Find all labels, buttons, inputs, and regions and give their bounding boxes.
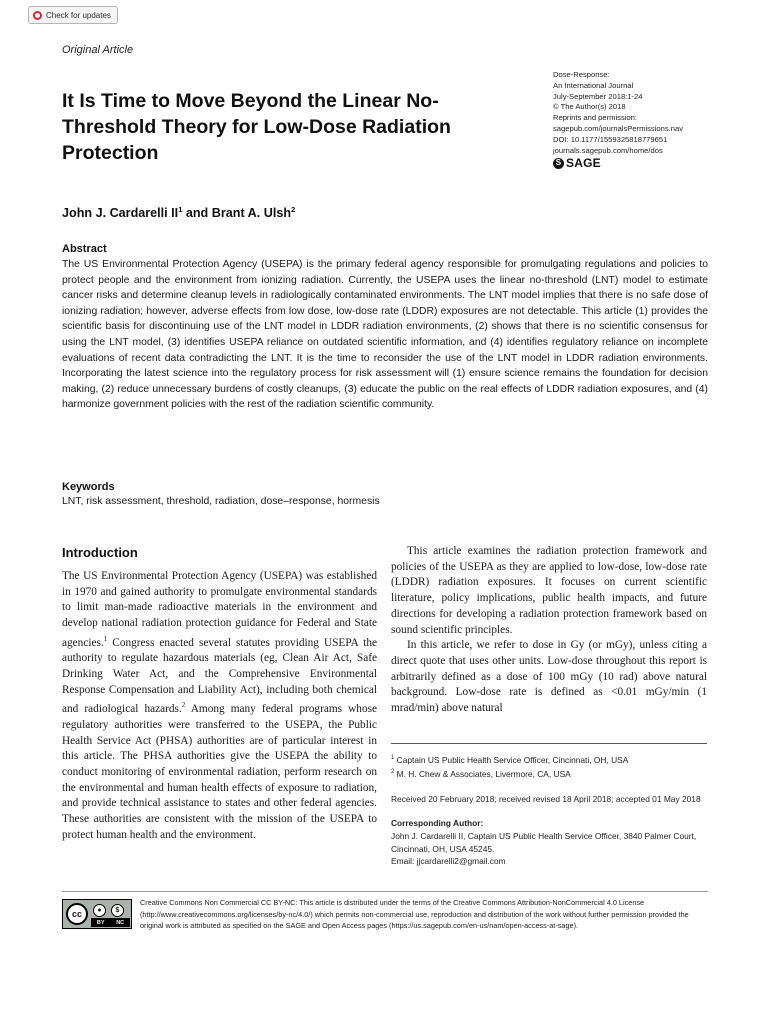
journal-info-line: July-September 2018:1-24 bbox=[553, 91, 643, 101]
article-title: It Is Time to Move Beyond the Linear No-Threshold Theory for Low-Dose Radiation Protection bbox=[62, 90, 451, 164]
affiliation-footnote bbox=[391, 766, 707, 780]
journal-info-line: Dose-Response: bbox=[553, 70, 610, 79]
journal-info-line: © The Author(s) 2018 bbox=[553, 102, 626, 112]
journal-info-line: Reprints and permission: bbox=[553, 113, 637, 123]
received-dates: Received 20 February 2018; received revised 18 April 2018; accepted 01 May 2018 bbox=[391, 793, 701, 804]
journal-info bbox=[553, 70, 753, 169]
footnote-divider bbox=[391, 743, 707, 744]
body-text: Among many federal programs whose regulatory authorities were transferred to the USEPA, the Public Health Service Act (PHSA) authorities are of particular interest in this article. The PHSA authorities give the USEPA the ability to conduct monitoring of environmental radiation, perform research on the environmental and human health effects of exposure to radiation, and provide technical assistance to states and other federal agencies. These authorities are consistent with the mission of the USEPA to protect human health and the environment. bbox=[62, 703, 378, 841]
affiliation-footnote bbox=[391, 752, 707, 766]
affiliation-marker: 2 bbox=[291, 205, 296, 214]
author-conjunction: and bbox=[182, 206, 212, 221]
journal-info-line: An International Journal bbox=[553, 80, 634, 90]
check-for-updates-button[interactable] bbox=[28, 6, 118, 24]
introduction-left-column bbox=[62, 569, 377, 843]
introduction-heading: Introduction bbox=[62, 545, 138, 560]
cc-badge-strip bbox=[91, 918, 130, 927]
license-text: Creative Commons Non Commercial CC BY-NC: This article is distributed under the terms of the Creative Commons Attribution-NonCommercial 4.0 License (http://www.creativecommons.org/licenses/by-nc/4.0/) which permits non-commercial use, reproduction and distribution of the work without further permission provided the original work is attributed as specified on the SAGE and Open Access pages (https://us.sagepub.com/en-us/nam/open-access-at-sage). bbox=[140, 898, 689, 931]
reference-marker[interactable]: 2 bbox=[181, 701, 186, 710]
journal-url[interactable]: journals.sagepub.com/home/dos bbox=[553, 145, 663, 155]
cc-by-label: BY bbox=[96, 919, 105, 926]
author-list bbox=[62, 205, 295, 220]
corresponding-author-text: John J. Cardarelli II, Captain US Public Health Service Officer, 3840 Palmer Court, Cincinnati, OH, USA 45245. bbox=[391, 830, 697, 854]
journal-info-line[interactable]: sagepub.com/journalsPermissions.nav bbox=[553, 123, 684, 133]
attribution-icon: ● bbox=[93, 904, 106, 917]
corresponding-author-email[interactable]: Email: jjcardarelli2@gmail.com bbox=[391, 856, 506, 867]
body-text: Congress enacted several statutes providing USEPA the authority to regulate hazardous materials (eg, Clean Air Act, Safe Drinking Water Act, and the Comprehensive Environmental Response Compensation and Liability Act), including both chemical and radiological hazards. bbox=[62, 636, 377, 716]
keywords-heading: Keywords bbox=[62, 481, 115, 493]
footnote-marker: 2 bbox=[391, 769, 395, 776]
reference-marker[interactable]: 1 bbox=[103, 634, 108, 643]
introduction-right-column bbox=[391, 544, 707, 717]
footnote-marker: 1 bbox=[391, 755, 395, 761]
cc-license-badge[interactable] bbox=[62, 899, 132, 929]
doi-line[interactable]: DOI: 10.1177/1559325818779651 bbox=[553, 134, 668, 144]
license-divider bbox=[62, 891, 708, 892]
sage-logo bbox=[553, 158, 753, 169]
affiliation-marker: 1 bbox=[178, 205, 183, 214]
crossmark-icon bbox=[33, 11, 42, 20]
keywords-text: LNT, risk assessment, threshold, radiation, dose–response, hormesis bbox=[62, 496, 380, 507]
sage-logo-icon: S bbox=[553, 158, 564, 169]
author-name: Brant A. Ulsh bbox=[211, 206, 292, 221]
check-for-updates-label: Check for updates bbox=[46, 10, 111, 20]
creative-commons-icon: cc bbox=[66, 903, 88, 925]
noncommercial-icon: $ bbox=[111, 904, 124, 917]
body-text: The US Environmental Protection Agency (USEPA) was established in 1970 and gained authority to promulgate environmental standards to limit man-made radioactive materials in the environment and develop national radiation protection guidance for Federal and State agencies. bbox=[62, 570, 377, 649]
author-name: John J. Cardarelli II bbox=[62, 206, 179, 221]
abstract-heading: Abstract bbox=[62, 243, 107, 255]
cc-nc-label: NC bbox=[116, 919, 125, 926]
footnote-text: M. H. Chew & Associates, Livermore, CA, USA bbox=[394, 769, 571, 780]
article-type: Original Article bbox=[62, 44, 134, 56]
body-paragraph: In this article, we refer to dose in Gy (or mGy), unless citing a direct quote that uses other units. Low-dose throughout this report is arbitrarily defined as a dose of 100 mGy (10 rad) above natural background. Low-dose rate is defined as <0.01 mGy/min (1 mrad/min) above natural bbox=[391, 639, 707, 715]
body-paragraph: This article examines the radiation protection framework and policies of the USEPA as they are applied to low-dose, low-dose rate (LDDR) radiation exposures. It focuses on current scientific literature, policy implications, public health impacts, and future directions for developing a radiation protection framework based on sound scientific principles. bbox=[391, 545, 707, 636]
sage-logo-text: SAGE bbox=[566, 156, 601, 171]
corresponding-author-heading: Corresponding Author: bbox=[391, 818, 484, 829]
footnote-text: Captain US Public Health Service Officer, Cincinnati, OH, USA bbox=[394, 754, 629, 765]
abstract-text: The US Environmental Protection Agency (USEPA) is the primary federal agency responsible for promulgating regulations and policies to protect people and the environment from ionizing radiation. Currently, the USEPA uses the linear no-threshold (LNT) model to estimate cancer risks and determine cleanup levels in radiologically contaminated environments. The LNT model implies that there is no safe dose of ionizing radiation; however, adverse effects from low dose, low-dose rate (LDDR) exposures are not detectable. This article (1) provides the scientific basis for discontinuing use of the LNT model in LDDR radiation environments, (2) shows that there is no scientific consensus for using the LNT model, (3) identifies USEPA reliance on outdated scientific information, and (4) identifies regulatory reliance on incomplete evaluations of recent data contradicting the LNT. It is the time to reconsider the use of the LNT model in LDDR radiation environments. Incorporating the latest science into the regulatory process for risk assessment will (1) ensure science remains the foundation for decision making, (2) reduce unnecessary burdens of costly cleanups, (3) educate the public on the real effects of LDDR radiation exposures, and (4) harmonize government policies with the rest of the radiation scientific community. bbox=[62, 259, 708, 411]
footnotes bbox=[391, 752, 707, 868]
